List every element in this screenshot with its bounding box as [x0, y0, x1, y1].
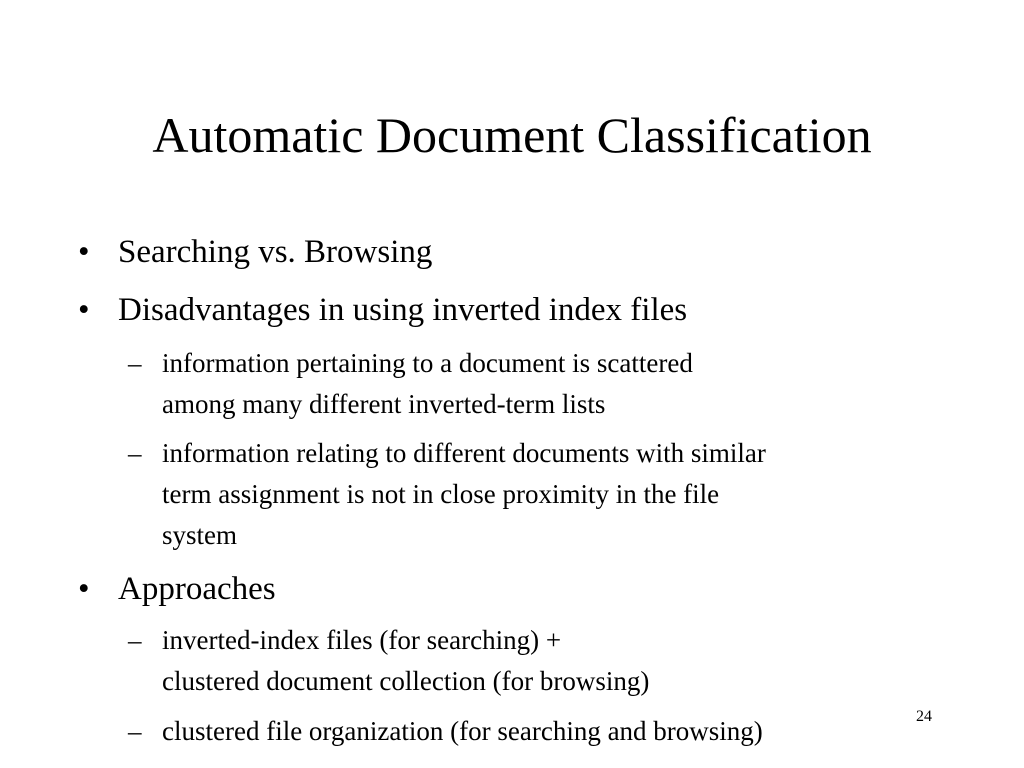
bullet-glyph: •: [78, 292, 90, 328]
text-line: among many different inverted-term lists: [162, 389, 606, 419]
page-number: 24: [916, 708, 932, 725]
sub-bullet-text: [162, 433, 766, 556]
bullet-text: Approaches: [118, 571, 276, 607]
dash-glyph: –: [128, 348, 142, 378]
sub-bullet-text: [162, 343, 693, 425]
slide-title: Automatic Document Classification: [152, 107, 872, 163]
text-line: information pertaining to a document is scattered: [162, 348, 693, 378]
bullet-text: Disadvantages in using inverted index files: [118, 292, 688, 328]
text-line: system: [162, 520, 238, 550]
sub-bullet-text: [162, 711, 763, 752]
dash-glyph: –: [128, 438, 142, 468]
dash-glyph: –: [128, 716, 142, 746]
text-line: term assignment is not in close proximity in the file: [162, 479, 720, 509]
bullet-glyph: •: [78, 234, 90, 270]
text-line: clustered document collection (for browsing): [162, 666, 650, 696]
bullet-glyph: •: [78, 571, 90, 607]
text-line: clustered file organization (for searching and browsing): [162, 716, 763, 746]
text-line: inverted-index files (for searching) +: [162, 625, 562, 655]
dash-glyph: –: [128, 625, 142, 655]
text-line: information relating to different documents with similar: [162, 438, 766, 468]
sub-bullet-text: [162, 620, 649, 702]
bullet-text: Searching vs. Browsing: [118, 234, 433, 270]
